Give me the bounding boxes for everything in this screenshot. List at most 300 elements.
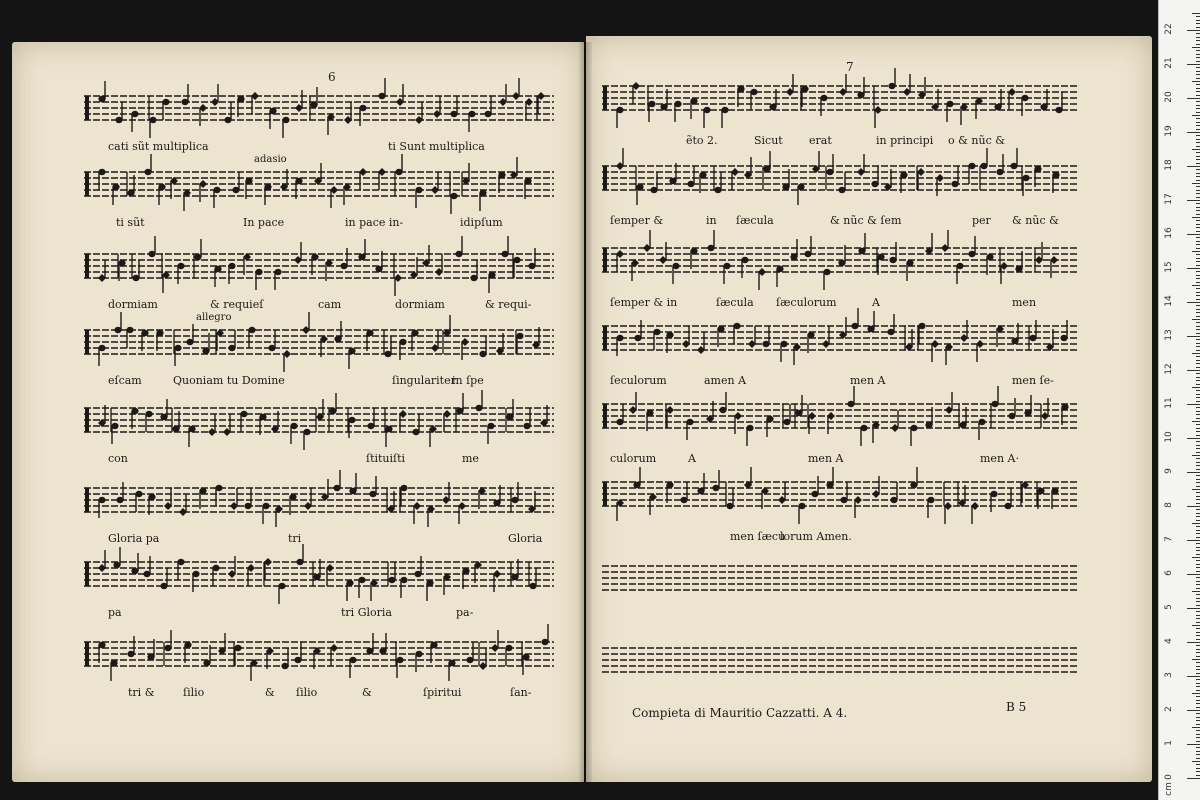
lyric-text: ſpiritui <box>423 686 462 699</box>
lyric-text: ti sũt <box>116 216 145 229</box>
ruler-tick <box>1196 390 1200 391</box>
ruler-tick <box>1196 146 1200 147</box>
ruler-tick <box>1192 251 1200 252</box>
ruler-label: 7 <box>1164 536 1174 542</box>
ruler-tick <box>1196 27 1200 28</box>
ruler-tick <box>1196 288 1200 289</box>
lyric-text: amen A <box>704 374 747 387</box>
ruler-tick <box>1196 112 1200 113</box>
ruler-tick <box>1187 98 1200 99</box>
ruler-tick <box>1196 690 1200 691</box>
ruler-tick <box>1196 445 1200 446</box>
lyric-text: cam <box>318 298 342 311</box>
ruler-tick <box>1196 282 1200 283</box>
ruler-tick <box>1187 166 1200 167</box>
ruler-tick <box>1196 333 1200 334</box>
ruler-label: 12 <box>1164 363 1174 375</box>
ruler-tick <box>1196 509 1200 510</box>
music-staff <box>602 396 1078 442</box>
ruler-tick <box>1192 319 1200 320</box>
ruler-tick <box>1196 758 1200 759</box>
ruler-tick <box>1196 452 1200 453</box>
ruler-tick <box>1192 353 1200 354</box>
lyric-text: & nũc & <box>1012 214 1059 227</box>
ruler-label: 1 <box>1164 740 1174 746</box>
ruler-tick <box>1196 496 1200 497</box>
ruler-tick <box>1196 159 1200 160</box>
ruler-tick <box>1196 615 1200 616</box>
ruler-tick <box>1196 482 1200 483</box>
ruler-tick <box>1187 574 1200 575</box>
ruler-tick <box>1196 700 1200 701</box>
ruler-tick <box>1196 265 1200 266</box>
lyric-text: ſingulariter <box>392 374 456 387</box>
lyric-text: ſtituiſti <box>366 452 406 465</box>
ruler-tick <box>1196 673 1200 674</box>
lyric-text: ti Sunt multiplica <box>388 140 485 153</box>
ruler-tick <box>1196 33 1200 34</box>
ruler-tick <box>1187 234 1200 235</box>
ruler-tick <box>1196 305 1200 306</box>
ruler-tick <box>1196 67 1200 68</box>
ruler-tick <box>1196 176 1200 177</box>
ruler-tick <box>1196 78 1200 79</box>
ruler-tick <box>1192 285 1200 286</box>
ruler-tick <box>1196 754 1200 755</box>
lyric-text: A <box>872 296 880 309</box>
ruler-label: 15 <box>1164 261 1174 273</box>
ruler-tick <box>1187 642 1200 643</box>
lyric-text: pa- <box>456 606 474 619</box>
ruler-tick <box>1187 676 1200 677</box>
ruler-tick <box>1196 724 1200 725</box>
ruler-tick <box>1196 747 1200 748</box>
ruler-tick <box>1196 312 1200 313</box>
ruler-tick <box>1196 475 1200 476</box>
lyric-text: ſemper & <box>610 214 664 227</box>
ruler-tick <box>1196 737 1200 738</box>
ruler-tick <box>1192 455 1200 456</box>
ruler-label: 10 <box>1164 431 1174 443</box>
ruler-tick <box>1196 513 1200 514</box>
lyric-text: ſilio <box>296 686 318 699</box>
page-number: 7 <box>846 60 854 74</box>
ruler-tick <box>1196 377 1200 378</box>
ruler-tick <box>1196 428 1200 429</box>
lyric-text: & requi- <box>485 298 532 311</box>
ruler-tick <box>1196 764 1200 765</box>
ruler-tick <box>1192 625 1200 626</box>
ruler-tick <box>1196 639 1200 640</box>
ruler-tick <box>1196 54 1200 55</box>
ruler-tick <box>1196 414 1200 415</box>
ruler-tick <box>1192 761 1200 762</box>
ruler-tick <box>1196 37 1200 38</box>
ruler-tick <box>1196 611 1200 612</box>
ruler-tick <box>1196 741 1200 742</box>
ruler-tick <box>1196 16 1200 17</box>
lyric-text: ẽto 2. <box>686 134 718 147</box>
ruler-tick <box>1196 261 1200 262</box>
lyric-text: & <box>265 686 275 699</box>
ruler-tick <box>1196 492 1200 493</box>
lyric-text: con <box>108 452 128 465</box>
ruler-tick <box>1187 710 1200 711</box>
ruler-tick <box>1187 608 1200 609</box>
ruler-tick <box>1196 210 1200 211</box>
ruler-tick <box>1187 370 1200 371</box>
ruler-tick <box>1196 346 1200 347</box>
ruler-tick <box>1196 44 1200 45</box>
music-staff <box>84 88 554 134</box>
ruler-tick <box>1192 421 1200 422</box>
ruler-label: 2 <box>1164 706 1174 712</box>
ruler-tick <box>1196 295 1200 296</box>
music-staff <box>602 318 1078 364</box>
lyric-text: Sicut <box>754 134 783 147</box>
ruler-tick <box>1196 186 1200 187</box>
ruler-tick <box>1196 584 1200 585</box>
lyric-text: erat <box>809 134 832 147</box>
ruler-tick <box>1196 356 1200 357</box>
ruler-tick <box>1196 360 1200 361</box>
ruler-tick <box>1196 411 1200 412</box>
ruler-tick <box>1196 618 1200 619</box>
music-staff <box>84 322 554 368</box>
ruler-tick <box>1196 424 1200 425</box>
lyric-text: A <box>688 452 696 465</box>
ruler-tick <box>1196 458 1200 459</box>
lyric-text: me <box>462 452 479 465</box>
ruler-tick <box>1187 472 1200 473</box>
lyric-text: in principi <box>876 134 934 147</box>
ruler-tick <box>1196 74 1200 75</box>
page-number: 6 <box>328 70 336 84</box>
ruler-label: 20 <box>1164 91 1174 103</box>
ruler-tick <box>1196 418 1200 419</box>
lyric-text: per <box>972 214 991 227</box>
ruler-tick <box>1196 203 1200 204</box>
music-staff <box>84 164 554 210</box>
ruler-tick <box>1196 180 1200 181</box>
ruler-tick <box>1196 224 1200 225</box>
ruler-label: 8 <box>1164 502 1174 508</box>
ruler-tick <box>1196 567 1200 568</box>
lyric-text: idipſum <box>460 216 503 229</box>
ruler-tick <box>1196 645 1200 646</box>
lyric-text: Quoniam tu Domine <box>173 374 285 387</box>
lyric-text: & nũc & ſem <box>830 214 902 227</box>
ruler-tick <box>1196 108 1200 109</box>
ruler-tick <box>1196 23 1200 24</box>
ruler-tick <box>1196 520 1200 521</box>
ruler-tick <box>1187 540 1200 541</box>
lyric-text: ſemper & in <box>610 296 678 309</box>
lyric-text: culorum <box>610 452 657 465</box>
ruler-tick <box>1196 601 1200 602</box>
ruler-tick <box>1196 129 1200 130</box>
lyric-text: ſæcula <box>716 296 754 309</box>
tempo-marking: adasio <box>254 154 287 165</box>
lyric-text: o & nũc & <box>948 134 1006 147</box>
ruler-tick <box>1196 122 1200 123</box>
ruler-tick <box>1196 339 1200 340</box>
ruler-tick <box>1192 727 1200 728</box>
lyric-text: tri Gloria <box>341 606 392 619</box>
ruler-tick <box>1196 560 1200 561</box>
lyric-text: Gloria <box>508 532 543 545</box>
ruler-tick <box>1196 231 1200 232</box>
lyric-text: ſilio <box>183 686 205 699</box>
ruler-tick <box>1196 105 1200 106</box>
ruler-tick <box>1196 241 1200 242</box>
ruler-tick <box>1196 499 1200 500</box>
ruler-tick <box>1196 384 1200 385</box>
ruler-label: 22 <box>1164 23 1174 35</box>
ruler-tick <box>1187 132 1200 133</box>
ruler-tick <box>1196 771 1200 772</box>
ruler-tick <box>1196 533 1200 534</box>
ruler-tick <box>1196 363 1200 364</box>
ruler-tick <box>1196 713 1200 714</box>
ruler-tick <box>1192 13 1200 14</box>
ruler-tick <box>1196 95 1200 96</box>
ruler-tick <box>1196 775 1200 776</box>
ruler-tick <box>1196 448 1200 449</box>
lyric-text: dormiam <box>395 298 445 311</box>
ruler-tick <box>1196 227 1200 228</box>
ruler-tick <box>1196 50 1200 51</box>
ruler-tick <box>1196 258 1200 259</box>
ruler-tick <box>1196 441 1200 442</box>
ruler-tick <box>1187 200 1200 201</box>
ruler-tick <box>1196 169 1200 170</box>
ruler-tick <box>1196 373 1200 374</box>
ruler-tick <box>1196 152 1200 153</box>
lyric-text: ſæculorum <box>776 296 837 309</box>
ruler-tick <box>1187 336 1200 337</box>
ruler-tick <box>1196 686 1200 687</box>
lyric-text: men A· <box>980 452 1019 465</box>
ruler-tick <box>1196 193 1200 194</box>
ruler-tick <box>1192 217 1200 218</box>
ruler-tick <box>1196 142 1200 143</box>
ruler-tick <box>1196 322 1200 323</box>
music-staff <box>602 474 1078 520</box>
ruler-tick <box>1196 465 1200 466</box>
ruler-tick <box>1196 571 1200 572</box>
ruler-tick <box>1196 299 1200 300</box>
ruler-tick <box>1196 329 1200 330</box>
ruler-tick <box>1187 268 1200 269</box>
ruler-tick <box>1196 435 1200 436</box>
ruler-tick <box>1196 40 1200 41</box>
ruler-label: 3 <box>1164 672 1174 678</box>
ruler-tick <box>1196 254 1200 255</box>
ruler-tick <box>1196 649 1200 650</box>
lyric-text: In pace <box>243 216 285 229</box>
lyric-text: tri & <box>128 686 155 699</box>
ruler-tick <box>1196 622 1200 623</box>
lyric-text: men A <box>808 452 844 465</box>
ruler-tick <box>1196 156 1200 157</box>
ruler-tick <box>1196 594 1200 595</box>
ruler-tick <box>1196 118 1200 119</box>
ruler-tick <box>1196 350 1200 351</box>
ruler-tick <box>1196 720 1200 721</box>
ruler-tick <box>1196 588 1200 589</box>
music-staff <box>84 246 554 292</box>
music-staff <box>602 640 1078 686</box>
music-staff <box>602 558 1078 604</box>
ruler-tick <box>1196 635 1200 636</box>
ruler-tick <box>1196 101 1200 102</box>
ruler-tick <box>1196 125 1200 126</box>
ruler-tick <box>1196 479 1200 480</box>
lyric-text: pa <box>108 606 122 619</box>
ruler-tick <box>1196 248 1200 249</box>
ruler-tick <box>1196 214 1200 215</box>
ruler-tick <box>1196 577 1200 578</box>
ruler-tick <box>1196 598 1200 599</box>
ruler-tick <box>1196 632 1200 633</box>
footer-title: Compieta di Mauritio Cazzatti. A 4. <box>632 706 848 720</box>
ruler-tick <box>1196 734 1200 735</box>
ruler-tick <box>1196 309 1200 310</box>
ruler-tick <box>1196 207 1200 208</box>
lyric-text: & <box>362 686 372 699</box>
signature-mark: B 5 <box>1006 700 1027 714</box>
gutter <box>578 42 592 782</box>
music-staff <box>84 554 554 600</box>
ruler-tick <box>1196 717 1200 718</box>
ruler-tick <box>1196 543 1200 544</box>
music-staff <box>84 480 554 526</box>
ruler-label: 11 <box>1164 397 1174 409</box>
ruler-tick <box>1187 404 1200 405</box>
ruler-tick <box>1196 703 1200 704</box>
ruler-tick <box>1196 516 1200 517</box>
lyric-text: in ſpe <box>452 374 484 387</box>
ruler-label: 14 <box>1164 295 1174 307</box>
music-staff <box>84 400 554 446</box>
ruler-tick <box>1196 20 1200 21</box>
ruler-tick <box>1192 81 1200 82</box>
measuring-ruler <box>1158 0 1200 800</box>
ruler-tick <box>1192 149 1200 150</box>
ruler-tick <box>1196 57 1200 58</box>
lyric-text: cati sũt multiplica <box>108 140 209 153</box>
ruler-tick <box>1196 730 1200 731</box>
ruler-tick <box>1196 407 1200 408</box>
ruler-tick <box>1196 652 1200 653</box>
ruler-tick <box>1196 88 1200 89</box>
ruler-label: 9 <box>1164 468 1174 474</box>
ruler-tick <box>1187 30 1200 31</box>
ruler-tick <box>1192 183 1200 184</box>
ruler-tick <box>1196 84 1200 85</box>
ruler-tick <box>1196 292 1200 293</box>
ruler-tick <box>1192 523 1200 524</box>
ruler-tick <box>1196 190 1200 191</box>
ruler-tick <box>1196 486 1200 487</box>
ruler-tick <box>1196 61 1200 62</box>
ruler-tick <box>1196 139 1200 140</box>
ruler-tick <box>1192 489 1200 490</box>
ruler-label: 0 <box>1164 774 1174 780</box>
ruler-tick <box>1196 662 1200 663</box>
music-staff <box>602 240 1078 286</box>
ruler-tick <box>1196 656 1200 657</box>
ruler-tick <box>1192 659 1200 660</box>
ruler-label: 6 <box>1164 570 1174 576</box>
lyric-text: men A <box>850 374 886 387</box>
lyric-text: dormiam <box>108 298 158 311</box>
ruler-tick <box>1196 547 1200 548</box>
ruler-tick <box>1196 326 1200 327</box>
lyric-text: Gloria pa <box>108 532 160 545</box>
music-staff <box>602 158 1078 204</box>
ruler-tick <box>1187 438 1200 439</box>
ruler-tick <box>1196 503 1200 504</box>
lyric-text: ſeculorum <box>610 374 667 387</box>
ruler-label: 19 <box>1164 125 1174 137</box>
ruler-tick <box>1187 778 1200 779</box>
ruler-tick <box>1196 768 1200 769</box>
ruler-tick <box>1196 271 1200 272</box>
lyric-text: tri <box>288 532 302 545</box>
lyric-text: men ſe- <box>1012 374 1054 387</box>
lyric-text: ſæcula <box>736 214 774 227</box>
ruler-tick <box>1196 696 1200 697</box>
ruler-tick <box>1196 278 1200 279</box>
ruler-tick <box>1196 173 1200 174</box>
ruler-tick <box>1196 469 1200 470</box>
ruler-tick <box>1196 431 1200 432</box>
ruler-tick <box>1196 220 1200 221</box>
ruler-tick <box>1196 530 1200 531</box>
ruler-label: 18 <box>1164 159 1174 171</box>
music-staff <box>84 634 554 680</box>
ruler-tick <box>1196 669 1200 670</box>
ruler-label: 21 <box>1164 57 1174 69</box>
ruler-tick <box>1196 367 1200 368</box>
lyric-text: lorum Amen. <box>780 530 852 543</box>
music-staff <box>602 78 1078 124</box>
ruler-tick <box>1192 47 1200 48</box>
tempo-marking: allegro <box>196 312 232 323</box>
ruler-label: 17 <box>1164 193 1174 205</box>
ruler-tick <box>1192 591 1200 592</box>
ruler-label: 16 <box>1164 227 1174 239</box>
ruler-label: 13 <box>1164 329 1174 341</box>
ruler-tick <box>1196 394 1200 395</box>
ruler-tick <box>1196 564 1200 565</box>
lyric-text: ſan- <box>510 686 532 699</box>
ruler-tick <box>1187 506 1200 507</box>
lyric-text: in <box>706 214 717 227</box>
ruler-tick <box>1196 401 1200 402</box>
ruler-tick <box>1196 397 1200 398</box>
ruler-tick <box>1192 387 1200 388</box>
ruler-tick <box>1196 537 1200 538</box>
ruler-unit: cm <box>1164 782 1174 796</box>
lyric-text: men <box>1012 296 1037 309</box>
lyric-text: men ſæcu <box>730 530 786 543</box>
ruler-tick <box>1196 237 1200 238</box>
ruler-tick <box>1196 581 1200 582</box>
ruler-tick <box>1196 135 1200 136</box>
